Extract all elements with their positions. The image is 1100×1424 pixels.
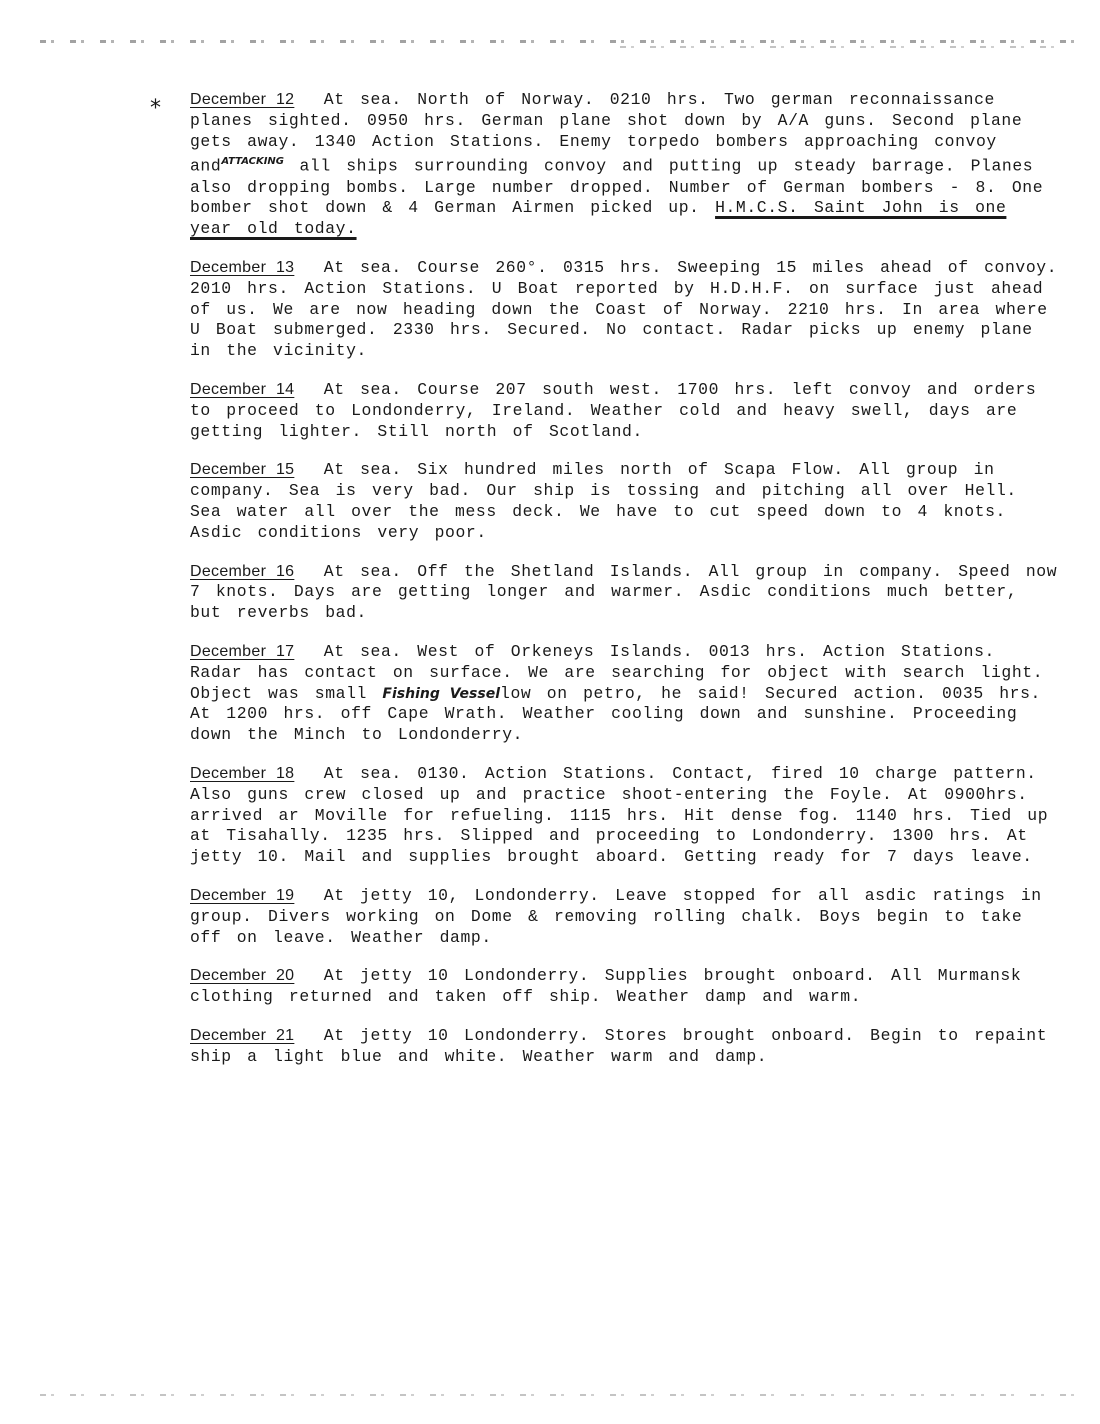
- diary-entry-dec-16: [190, 562, 1060, 624]
- highlighted-note: H.M.C.S. Saint John is one year old today.: [190, 198, 1007, 239]
- entry-text: At sea. Six hundred miles north of Scapa Flow. All group in company. Sea is very bad. Our ship is tossing and pitching all over Hell. Sea water all over the mess deck. We have to cut speed down to 4 knots. Asdic conditions very poor.: [190, 460, 1017, 542]
- entry-text: At jetty 10, Londonderry. Leave stopped for all asdic ratings in group. Divers working on Dome & removing rolling chalk. Boys begin to take off on leave. Weather damp.: [190, 885, 1042, 947]
- entry-text: At sea. West of Orkeneys Islands. 0013 hrs. Action Stations. Radar has contact on surface. We are searching for object with search light. Object was small: [190, 642, 1044, 703]
- scan-edge-bottom: [40, 1394, 1088, 1396]
- entry-date: December 12: [190, 91, 295, 108]
- diary-entry-dec-14: [190, 380, 1060, 442]
- diary-entry-dec-18: [190, 764, 1060, 868]
- entry-text: At sea. 0130. Action Stations. Contact, fired 10 charge pattern. Also guns crew closed up and practice shoot-entering the Foyle. At 0900hrs. arrived ar Moville for refueling. 1115 hrs. Hit dense fog. 1140 hrs. Tied up at Tisahally. 1235 hrs. Slipped and proceeding to Londonderry. 1300 hrs. At jetty 10. Mail and supplies brought aboard. Getting ready for 7 days leave.: [190, 763, 1049, 867]
- entry-text-continued: all ships surrounding convoy and putting up steady barrage. Planes also dropping bombs. Large number dropped. Number of German bombers - 8. One bomber shot down & 4 German Airmen picked up.: [190, 156, 1044, 218]
- entry-text: At jetty 10 Londonderry. Stores brought onboard. Begin to repaint ship a light blue and white. Weather warm and damp.: [190, 1025, 1048, 1066]
- entry-date: December 21: [190, 1026, 295, 1044]
- entry-text: At sea. North of Norway. 0210 hrs. Two german reconnaissance planes sighted. 0950 hrs. German plane shot down by A/A guns. Second plane gets away. 1340 Action Stations. Enemy torpedo bombers approaching convoy and: [190, 90, 1023, 176]
- entry-date: December 13: [190, 259, 295, 277]
- entry-date: December 19: [190, 886, 295, 904]
- scan-edge-top: [40, 40, 1088, 43]
- diary-entry-dec-19: [190, 886, 1060, 948]
- entry-text: At sea. Course 260°. 0315 hrs. Sweeping 15 miles ahead of convoy. 2010 hrs. Action Stations. U Boat reported by H.D.H.F. on surface just ahead of us. We are now heading down the Coast of Norway. 2210 hrs. In area where U Boat submerged. 2330 hrs. Secured. No contact. Radar picks up enemy plane in the vicinity.: [190, 258, 1058, 361]
- entry-text: At sea. Off the Shetland Islands. All group in company. Speed now 7 knots. Days are getting longer and warmer. Asdic conditions much better, but reverbs bad.: [190, 561, 1058, 623]
- entry-date: December 18: [190, 764, 295, 782]
- diary-entry-dec-17: [190, 642, 1060, 746]
- diary-entry-dec-12: [190, 90, 1060, 240]
- diary-entry-dec-20: [190, 966, 1060, 1008]
- entry-text: At jetty 10 Londonderry. Supplies brought onboard. All Murmansk clothing returned and taken off ship. Weather damp and warm.: [190, 966, 1022, 1007]
- entry-date: December 20: [190, 967, 295, 985]
- diary-entry-dec-21: [190, 1026, 1060, 1068]
- diary-entries: [190, 90, 1060, 1086]
- asterisk-mark: *: [150, 96, 161, 121]
- entry-date: December 17: [190, 643, 295, 660]
- entry-date: December 15: [190, 461, 295, 479]
- diary-entry-dec-15: [190, 460, 1060, 543]
- entry-text-continued: low on petro, he said! Secured action. 0035 hrs. At 1200 hrs. off Cape Wrath. Weather cooling down and sunshine. Proceeding down the Minch to Londonderry.: [190, 683, 1041, 745]
- entry-date: December 14: [190, 381, 295, 399]
- scan-edge-top-secondary: [620, 46, 1070, 48]
- handwritten-annotation: ATTACKING: [221, 156, 285, 168]
- diary-entry-dec-13: [190, 258, 1060, 362]
- entry-text: At sea. Course 207 south west. 1700 hrs. left convoy and orders to proceed to Londonderry, Ireland. Weather cold and heavy swell, days are getting lighter. Still north of Scotland.: [190, 380, 1037, 441]
- handwritten-insert: Fishing Vessel: [382, 685, 501, 702]
- entry-date: December 16: [190, 562, 295, 580]
